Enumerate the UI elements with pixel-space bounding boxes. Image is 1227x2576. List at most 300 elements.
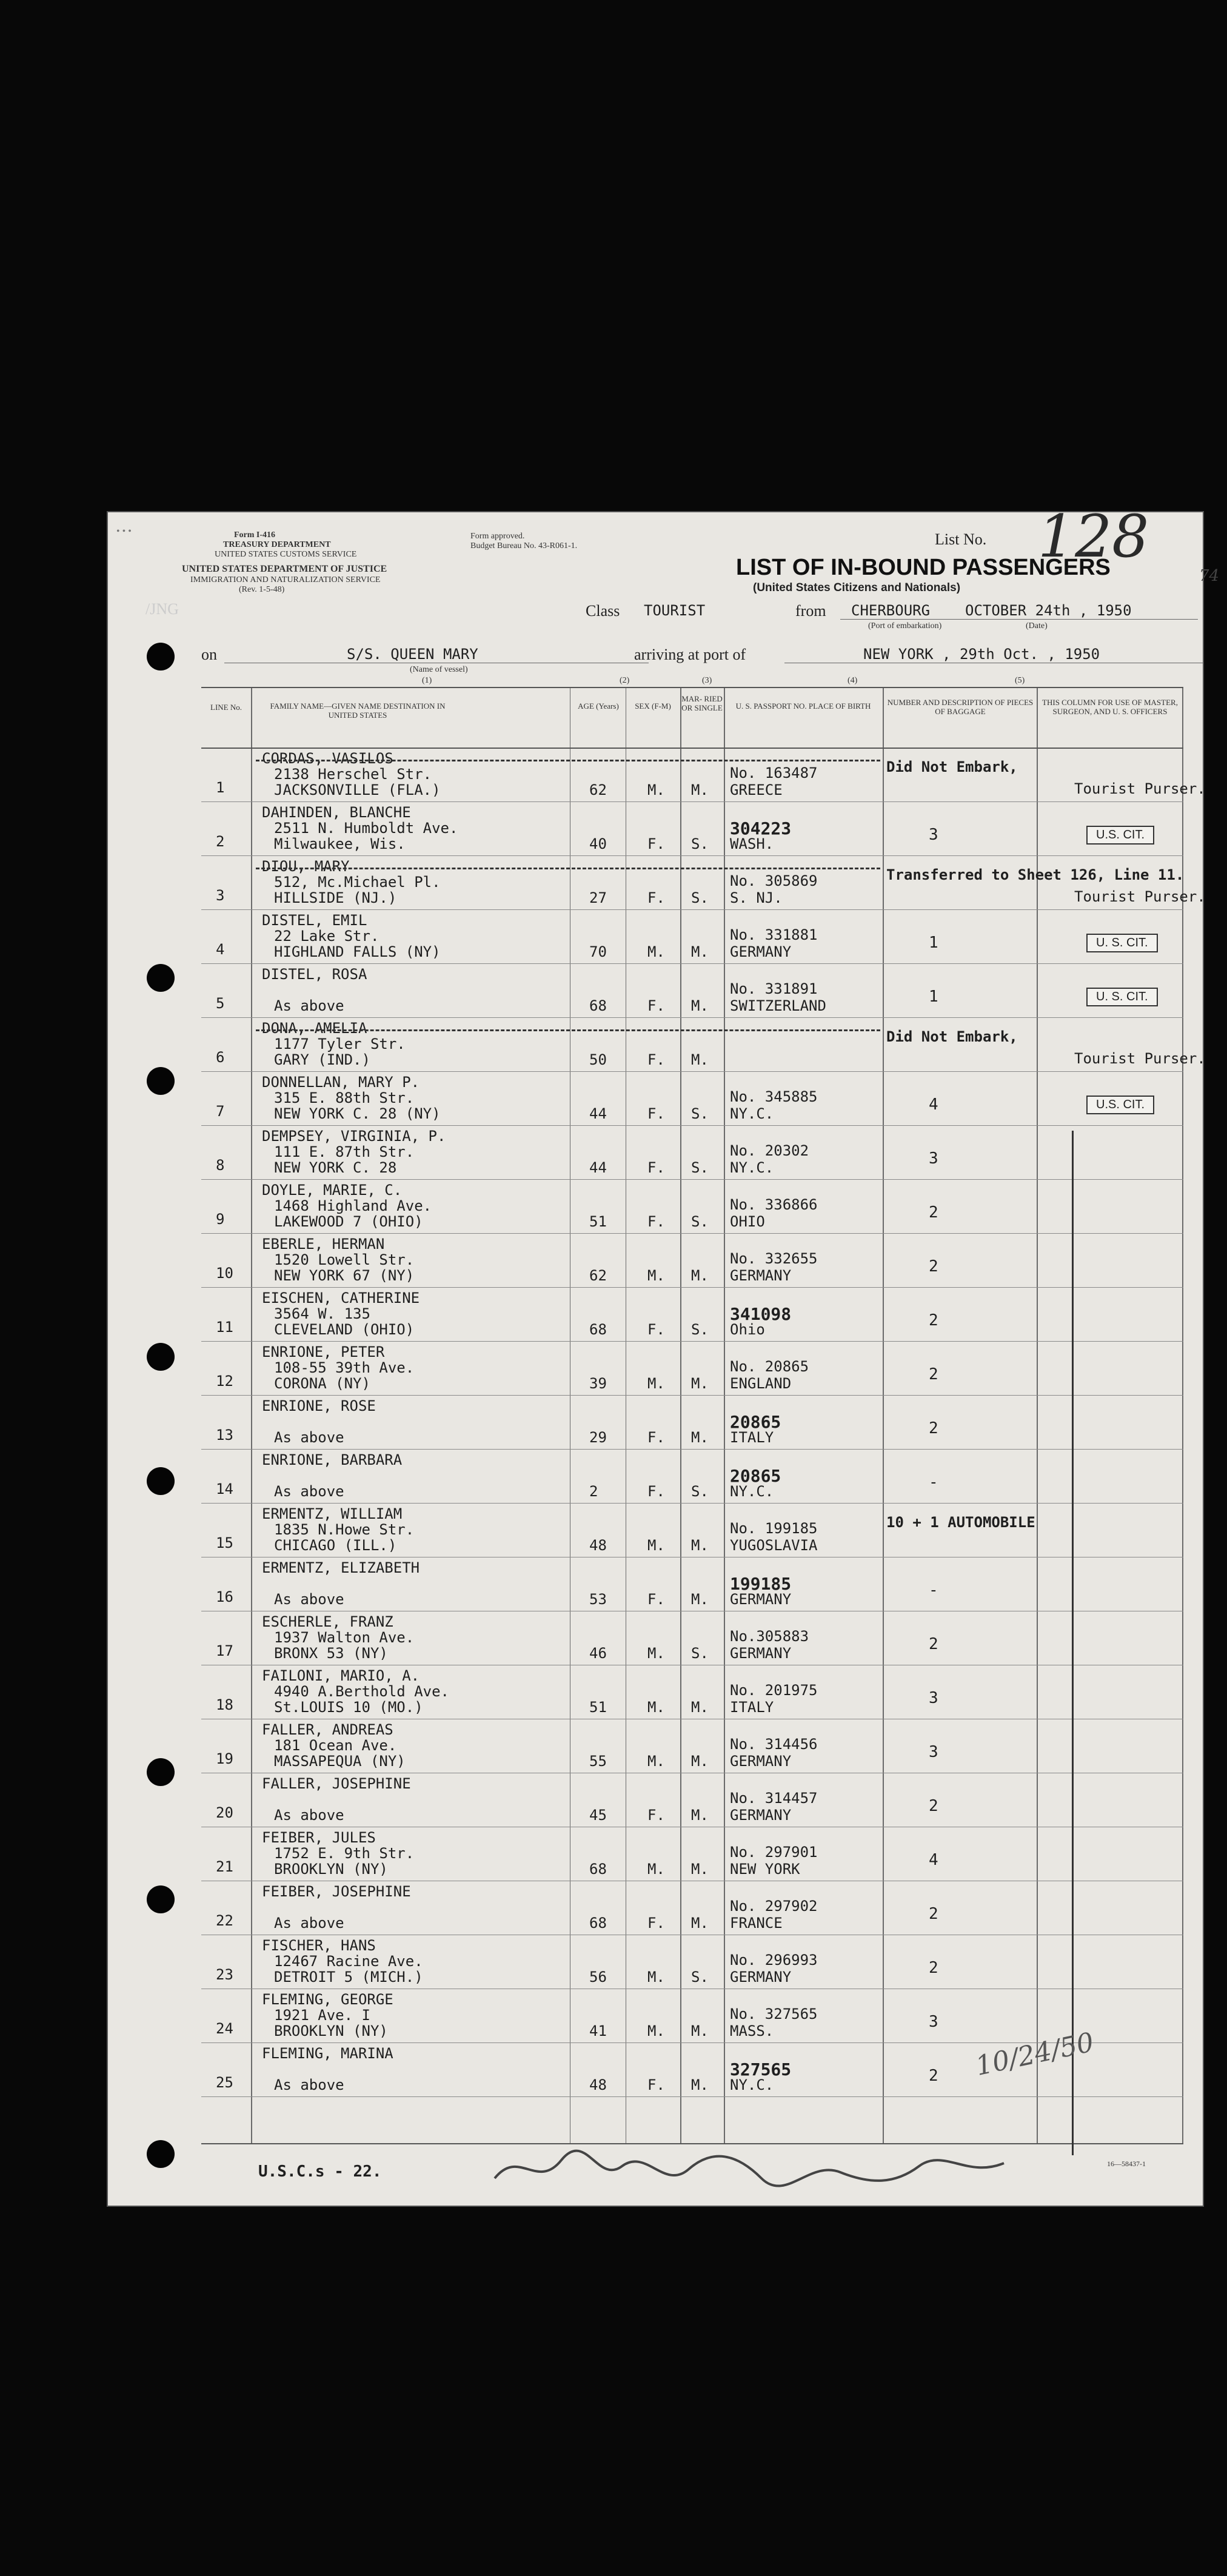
address-line-1: 1937 Walton Ave. <box>274 1629 415 1646</box>
marital-status: M. <box>691 1753 709 1770</box>
table-row <box>201 1017 1206 1072</box>
baggage: 2 <box>929 1419 938 1437</box>
age: 62 <box>589 781 607 798</box>
passenger-name: FEIBER, JOSEPHINE <box>262 1883 411 1900</box>
sex: F. <box>647 997 665 1014</box>
date-caption: (Date) <box>1026 621 1048 631</box>
binder-hole <box>147 964 175 992</box>
strike-through-line <box>256 1029 880 1031</box>
baggage: 4 <box>929 1096 938 1114</box>
passenger-name: FALLER, ANDREAS <box>262 1721 393 1738</box>
sex: F. <box>647 1159 665 1176</box>
vessel-name: S/S. QUEEN MARY <box>347 646 478 663</box>
marital-status: M. <box>691 1429 709 1446</box>
passport-number: No. 345885 <box>730 1088 818 1105</box>
line-number: 15 <box>216 1534 233 1551</box>
age: 40 <box>589 835 607 852</box>
line-number: 14 <box>216 1480 233 1497</box>
table-row <box>201 1611 1183 1665</box>
address-line-2: HILLSIDE (NJ.) <box>274 889 397 906</box>
place-of-birth: ITALY <box>730 1429 774 1446</box>
table-row <box>201 1881 1183 1935</box>
marital-status: S. <box>691 1321 709 1338</box>
table-row <box>201 1773 1183 1827</box>
binder-hole <box>147 643 175 671</box>
table-row <box>201 1719 1183 1773</box>
address-line-1: 1177 Tyler Str. <box>274 1035 406 1052</box>
table-row <box>201 1071 1183 1126</box>
passport-number: No. 199185 <box>730 1520 818 1537</box>
pen-stroke-vertical <box>1072 1131 1074 2155</box>
place-of-birth: GERMANY <box>730 943 792 960</box>
binder-hole <box>147 1758 175 1786</box>
passenger-name: ENRIONE, PETER <box>262 1343 385 1360</box>
corner-number: 74 <box>1199 567 1220 585</box>
form-number: Form I-416 <box>234 530 276 540</box>
table-row <box>201 801 1183 856</box>
place-of-birth: FRANCE <box>730 1915 783 1932</box>
address-line-1: 512, Mc.Michael Pl. <box>274 874 441 891</box>
embarkation-date: OCTOBER 24th , 1950 <box>965 602 1132 619</box>
address-line-1: 1520 Lowell Str. <box>274 1251 415 1268</box>
sex: M. <box>647 2022 665 2039</box>
passport-number: No. 331881 <box>730 926 818 943</box>
from-label: from <box>795 602 826 620</box>
table-row <box>201 1341 1183 1396</box>
sex: F. <box>647 1591 665 1608</box>
age: 68 <box>589 1861 607 1878</box>
list-number: 128 <box>1038 503 1149 570</box>
baggage: 2 <box>929 1257 938 1276</box>
footer-print-code: 16—58437-1 <box>1107 2159 1146 2168</box>
on-label: on <box>201 646 217 663</box>
marital-status: M. <box>691 2022 709 2039</box>
line-number: 24 <box>216 2020 233 2037</box>
passport-number: No. 332655 <box>730 1250 818 1267</box>
line-number: 7 <box>216 1103 225 1120</box>
passport-number: 20865 <box>730 1466 781 1486</box>
address-line-1: 1752 E. 9th Str. <box>274 1845 415 1862</box>
place-of-birth: SWITZERLAND <box>730 997 826 1014</box>
officer-note: Tourist Purser. <box>1074 1050 1206 1067</box>
age: 39 <box>589 1375 607 1392</box>
address-line-2: CHICAGO (ILL.) <box>274 1537 397 1554</box>
address-line-2: HIGHLAND FALLS (NY) <box>274 943 441 960</box>
sex: F. <box>647 1105 665 1122</box>
citizen-stamp: U.S. CIT. <box>1086 1096 1154 1114</box>
passport-number: No. 20865 <box>730 1358 809 1375</box>
marital-status: S. <box>691 1105 709 1122</box>
table-row <box>201 1557 1183 1611</box>
marital-status: M. <box>691 1051 709 1068</box>
age: 55 <box>589 1753 607 1770</box>
address-line-2: BRONX 53 (NY) <box>274 1645 388 1662</box>
age: 44 <box>589 1159 607 1176</box>
place-of-birth: GERMANY <box>730 1645 792 1662</box>
passenger-name: CORDAS, VASILOS <box>262 750 393 767</box>
port-caption: (Port of embarkation) <box>868 621 942 631</box>
baggage: 10 + 1 AUTOMOBILE <box>886 1514 1035 1531</box>
sex: F. <box>647 1807 665 1824</box>
line-number: 13 <box>216 1427 233 1444</box>
marital-status: M. <box>691 1267 709 1284</box>
baggage: 2 <box>929 1311 938 1330</box>
sex: F. <box>647 835 665 852</box>
table-row <box>201 1935 1183 1989</box>
passenger-name: FEIBER, JULES <box>262 1829 376 1846</box>
baggage: 3 <box>929 1689 938 1707</box>
sex: F. <box>647 1483 665 1500</box>
address-line-2: As above <box>274 2076 344 2093</box>
line-number: 5 <box>216 995 225 1012</box>
marital-status: M. <box>691 1861 709 1878</box>
table-header <box>201 688 1183 749</box>
passenger-name: ERMENTZ, WILLIAM <box>262 1505 403 1522</box>
baggage: 2 <box>929 1905 938 1923</box>
baggage: 1 <box>929 934 938 952</box>
passenger-name: DEMPSEY, VIRGINIA, P. <box>262 1128 446 1145</box>
age: 56 <box>589 1969 607 1986</box>
passport-number: No. 336866 <box>730 1196 818 1213</box>
baggage: 4 <box>929 1851 938 1869</box>
place-of-birth: ENGLAND <box>730 1375 792 1392</box>
baggage: 3 <box>929 2013 938 2031</box>
address-line-1: 315 E. 88th Str. <box>274 1089 415 1106</box>
col-number-2: (2) <box>620 676 630 685</box>
header-age: AGE (Years) <box>578 701 619 711</box>
citizen-stamp: U. S. CIT. <box>1086 988 1158 1006</box>
age: 51 <box>589 1699 607 1716</box>
passenger-name: DONNELLAN, MARY P. <box>262 1074 420 1091</box>
passport-number: 341098 <box>730 1304 792 1324</box>
class-value: TOURIST <box>644 602 706 619</box>
line-number: 9 <box>216 1211 225 1228</box>
sex: F. <box>647 2076 665 2093</box>
sex: F. <box>647 1321 665 1338</box>
passport-number: No. 327565 <box>730 2006 818 2022</box>
line-number: 17 <box>216 1642 233 1659</box>
address-line-2: DETROIT 5 (MICH.) <box>274 1969 423 1986</box>
passenger-name: ENRIONE, BARBARA <box>262 1451 403 1468</box>
footer-code: U.S.C.s - 22. <box>258 2163 382 2181</box>
form-title: LIST OF IN-BOUND PASSENGERS <box>736 555 1111 580</box>
passenger-name: FALLER, JOSEPHINE <box>262 1775 411 1792</box>
passenger-name: ERMENTZ, ELIZABETH <box>262 1559 420 1576</box>
header-name: FAMILY NAME—GIVEN NAME DESTINATION IN UNITED STATES <box>270 701 446 720</box>
place-of-birth: GERMANY <box>730 1807 792 1824</box>
table-row <box>201 1827 1183 1881</box>
age: 70 <box>589 943 607 960</box>
age: 48 <box>589 1537 607 1554</box>
passport-number: 304223 <box>730 818 792 838</box>
binder-hole <box>147 1067 175 1095</box>
address-line-2: CORONA (NY) <box>274 1375 370 1392</box>
sex: M. <box>647 1267 665 1284</box>
address-line-1: 1835 N.Howe Str. <box>274 1521 415 1538</box>
baggage: Transferred to Sheet 126, Line 11. <box>886 866 1185 883</box>
class-label: Class <box>586 602 620 620</box>
baggage: Did Not Embark, <box>886 758 1018 775</box>
passenger-name: EISCHEN, CATHERINE <box>262 1290 420 1306</box>
address-line-2: As above <box>274 1591 344 1608</box>
address-line-2: As above <box>274 1807 344 1824</box>
passenger-name: FLEMING, GEORGE <box>262 1991 393 2008</box>
passenger-name: FISCHER, HANS <box>262 1937 376 1954</box>
age: 68 <box>589 1915 607 1932</box>
place-of-birth: GERMANY <box>730 1591 792 1608</box>
binder-hole <box>147 2140 175 2168</box>
sex: M. <box>647 1645 665 1662</box>
age: 48 <box>589 2076 607 2093</box>
marital-status: S. <box>691 1645 709 1662</box>
address-line-2: JACKSONVILLE (FLA.) <box>274 781 441 798</box>
address-line-2: As above <box>274 997 344 1014</box>
inspector-signature <box>483 2136 1028 2203</box>
sex: F. <box>647 1051 665 1068</box>
sex: F. <box>647 889 665 906</box>
place-of-birth: MASS. <box>730 2022 774 2039</box>
line-number: 16 <box>216 1588 233 1605</box>
passport-number: 20865 <box>730 1412 781 1432</box>
binder-hole <box>147 1467 175 1495</box>
address-line-2: NEW YORK 67 (NY) <box>274 1267 415 1284</box>
binder-hole <box>147 1885 175 1913</box>
line-number: 12 <box>216 1373 233 1390</box>
line-number: 22 <box>216 1912 233 1929</box>
sex: F. <box>647 1915 665 1932</box>
line-number: 6 <box>216 1049 225 1066</box>
marital-status: M. <box>691 1537 709 1554</box>
baggage: 2 <box>929 2067 938 2085</box>
address-line-2: NEW YORK C. 28 <box>274 1159 397 1176</box>
passport-number: No. 297901 <box>730 1844 818 1861</box>
marital-status: S. <box>691 1969 709 1986</box>
age: 2 <box>589 1483 598 1500</box>
handwritten-date: 10/24/50 <box>972 2027 1097 2082</box>
customs-service: UNITED STATES CUSTOMS SERVICE <box>215 550 357 559</box>
baggage: 1 <box>929 988 938 1006</box>
baggage: Did Not Embark, <box>886 1028 1018 1045</box>
form-revision: (Rev. 1-5-48) <box>239 585 285 594</box>
address-line-2: LAKEWOOD 7 (OHIO) <box>274 1213 423 1230</box>
table-row <box>201 748 1206 802</box>
address-line-1: 1921 Ave. I <box>274 2007 370 2024</box>
page-code: /JNG <box>145 600 179 618</box>
address-line-1: 12467 Racine Ave. <box>274 1953 423 1970</box>
passenger-name: DIOU, MARY <box>262 858 350 875</box>
table-row <box>201 909 1183 964</box>
place-of-birth: GREECE <box>730 781 783 798</box>
form-approved: Form approved. <box>470 532 525 541</box>
line-number: 11 <box>216 1319 233 1336</box>
table-row <box>201 1395 1183 1450</box>
table-row <box>201 1503 1183 1557</box>
passenger-name: DONA, AMELIA <box>262 1020 367 1037</box>
passport-number: 199185 <box>730 1574 792 1594</box>
header-baggage: NUMBER AND DESCRIPTION OF PIECES OF BAGGAGE <box>887 698 1034 716</box>
line-number: 20 <box>216 1804 233 1821</box>
treasury-department: TREASURY DEPARTMENT <box>223 540 331 549</box>
marital-status: S. <box>691 889 709 906</box>
age: 27 <box>589 889 607 906</box>
passenger-name: DISTEL, EMIL <box>262 912 367 929</box>
citizen-stamp: U.S. CIT. <box>1086 826 1154 845</box>
line-number: 19 <box>216 1750 233 1767</box>
baggage: 3 <box>929 1743 938 1761</box>
baggage: 3 <box>929 826 938 844</box>
vessel-caption: (Name of vessel) <box>410 665 468 674</box>
marital-status: S. <box>691 1159 709 1176</box>
baggage: 2 <box>929 1203 938 1222</box>
address-line-2: As above <box>274 1429 344 1446</box>
header-line-no: LINE No. <box>210 703 242 712</box>
sex: M. <box>647 1969 665 1986</box>
header-sex: SEX (F-M) <box>635 701 671 711</box>
place-of-birth: NY.C. <box>730 1159 774 1176</box>
address-line-1: 1468 Highland Ave. <box>274 1197 432 1214</box>
sex: M. <box>647 1699 665 1716</box>
address-line-2: As above <box>274 1483 344 1500</box>
passenger-name: ESCHERLE, FRANZ <box>262 1613 393 1630</box>
age: 53 <box>589 1591 607 1608</box>
form-subtitle: (United States Citizens and Nationals) <box>753 581 961 594</box>
marital-status: M. <box>691 2076 709 2093</box>
baggage: - <box>929 1473 938 1491</box>
address-line-2: GARY (IND.) <box>274 1051 370 1068</box>
officer-note: Tourist Purser. <box>1074 780 1206 797</box>
address-line-2: St.LOUIS 10 (MO.) <box>274 1699 423 1716</box>
table-row <box>201 1989 1183 2043</box>
address-line-2: MASSAPEQUA (NY) <box>274 1753 406 1770</box>
age: 29 <box>589 1429 607 1446</box>
table-row <box>201 1233 1183 1288</box>
address-line-1: 111 E. 87th Str. <box>274 1143 415 1160</box>
strike-through-line <box>256 868 880 869</box>
table-row <box>201 963 1183 1018</box>
table-row <box>201 1179 1183 1234</box>
address-line-1: 2138 Herschel Str. <box>274 766 432 783</box>
address-line-2: As above <box>274 1915 344 1932</box>
age: 44 <box>589 1105 607 1122</box>
table-row <box>201 1665 1183 1719</box>
address-line-1: 2511 N. Humboldt Ave. <box>274 820 458 837</box>
sex: M. <box>647 781 665 798</box>
passport-number: No. 314457 <box>730 1790 818 1807</box>
address-line-1: 22 Lake Str. <box>274 928 379 945</box>
arriving-label: arriving at port of <box>634 646 746 663</box>
place-of-birth: NEW YORK <box>730 1861 800 1878</box>
passenger-name: DISTEL, ROSA <box>262 966 367 983</box>
age: 45 <box>589 1807 607 1824</box>
passport-number: No. 314456 <box>730 1736 818 1753</box>
line-number: 2 <box>216 833 225 850</box>
line-number: 25 <box>216 2074 233 2091</box>
line-number: 18 <box>216 1696 233 1713</box>
place-of-birth: Ohio <box>730 1321 765 1338</box>
manifest-sheet <box>107 503 1220 2207</box>
citizen-stamp: U. S. CIT. <box>1086 934 1158 952</box>
age: 41 <box>589 2022 607 2039</box>
binder-hole <box>147 1343 175 1371</box>
line-number: 23 <box>216 1966 233 1983</box>
marital-status: M. <box>691 997 709 1014</box>
budget-bureau: Budget Bureau No. 43-R061-1. <box>470 541 578 550</box>
col-number-1: (1) <box>422 676 432 685</box>
age: 68 <box>589 1321 607 1338</box>
passport-number: No.305883 <box>730 1628 809 1645</box>
list-number-label: List No. <box>935 530 987 548</box>
passport-number: No. 297902 <box>730 1898 818 1915</box>
passport-number: No. 201975 <box>730 1682 818 1699</box>
passenger-name: FLEMING, MARINA <box>262 2045 393 2062</box>
line-number: 10 <box>216 1265 233 1282</box>
marital-status: M. <box>691 781 709 798</box>
date-underline <box>961 619 1198 620</box>
justice-department: UNITED STATES DEPARTMENT OF JUSTICE <box>182 564 387 574</box>
place-of-birth: ITALY <box>730 1699 774 1716</box>
baggage: 2 <box>929 1635 938 1653</box>
marital-status: S. <box>691 1213 709 1230</box>
age: 46 <box>589 1645 607 1662</box>
table-row <box>201 1449 1183 1504</box>
naturalization-service: IMMIGRATION AND NATURALIZATION SERVICE <box>190 575 381 584</box>
corner-marks: • • • <box>116 526 132 537</box>
header-passport: U. S. PASSPORT NO. PLACE OF BIRTH <box>735 701 871 711</box>
baggage: 2 <box>929 1797 938 1815</box>
header-married: MAR- RIED OR SINGLE <box>681 694 723 712</box>
place-of-birth: NY.C. <box>730 1105 774 1122</box>
place-of-birth: OHIO <box>730 1213 765 1230</box>
strike-through-line <box>256 760 880 761</box>
place-of-birth: S. NJ. <box>730 889 783 906</box>
passenger-name: ENRIONE, ROSE <box>262 1397 376 1414</box>
line-number: 21 <box>216 1858 233 1875</box>
marital-status: M. <box>691 1699 709 1716</box>
baggage: 3 <box>929 1149 938 1168</box>
passenger-name: EBERLE, HERMAN <box>262 1236 385 1253</box>
address-line-1: 108-55 39th Ave. <box>274 1359 415 1376</box>
address-line-2: NEW YORK C. 28 (NY) <box>274 1105 441 1122</box>
header-officers: THIS COLUMN FOR USE OF MASTER, SURGEON, AND U. S. OFFICERS <box>1042 698 1178 716</box>
age: 51 <box>589 1213 607 1230</box>
marital-status: M. <box>691 1591 709 1608</box>
table-row <box>201 1287 1183 1342</box>
place-of-birth: YUGOSLAVIA <box>730 1537 818 1554</box>
arrival-port-date: NEW YORK , 29th Oct. , 1950 <box>863 646 1100 663</box>
col-number-4: (4) <box>848 676 858 685</box>
sex: M. <box>647 1375 665 1392</box>
marital-status: M. <box>691 1807 709 1824</box>
passenger-rows <box>201 748 1206 2142</box>
marital-status: S. <box>691 1483 709 1500</box>
passenger-name: FAILONI, MARIO, A. <box>262 1667 420 1684</box>
passport-number: No. 20302 <box>730 1142 809 1159</box>
passenger-name: DAHINDEN, BLANCHE <box>262 804 411 821</box>
address-line-2: CLEVELAND (OHIO) <box>274 1321 415 1338</box>
passport-number: No. 305869 <box>730 872 818 889</box>
passenger-name: DOYLE, MARIE, C. <box>262 1182 403 1199</box>
marital-status: S. <box>691 835 709 852</box>
address-line-1: 181 Ocean Ave. <box>274 1737 397 1754</box>
passport-number: No. 331891 <box>730 980 818 997</box>
embarkation-port: CHERBOURG <box>851 602 931 619</box>
passport-number: No. 163487 <box>730 764 818 781</box>
place-of-birth: GERMANY <box>730 1969 792 1986</box>
address-line-1: 3564 W. 135 <box>274 1305 370 1322</box>
line-number: 8 <box>216 1157 225 1174</box>
line-number: 3 <box>216 887 225 904</box>
place-of-birth: NY.C. <box>730 2076 774 2093</box>
